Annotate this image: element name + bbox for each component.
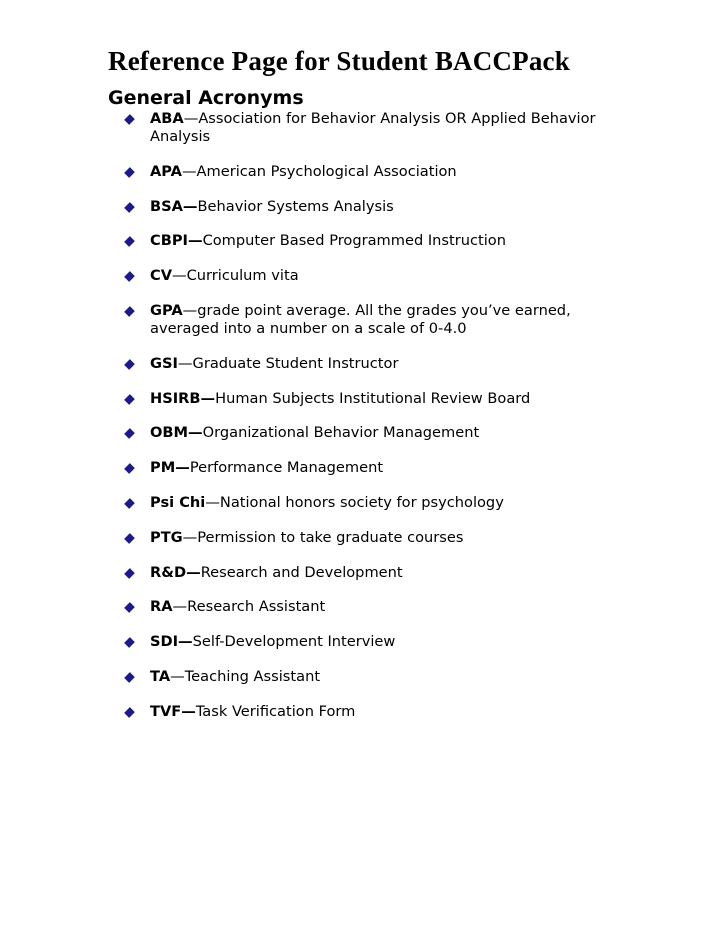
acronym-separator: — [181, 162, 197, 180]
acronym-term: R&D— [150, 563, 201, 581]
acronym-separator: — [182, 301, 198, 319]
section-heading: General Acronyms [108, 87, 304, 109]
acronym-definition: Human Subjects Institutional Review Board [215, 389, 531, 407]
diamond-bullet-icon [124, 359, 135, 370]
diamond-bullet-icon [124, 533, 135, 544]
acronym-definition: Research Assistant [187, 598, 326, 616]
acronym-term: CV [150, 267, 173, 285]
acronym-definition: Association for Behavior Analysis OR Applied Behavior Analysis [150, 110, 596, 145]
diamond-bullet-icon [124, 637, 135, 648]
acronym-item [124, 633, 604, 651]
diamond-bullet-icon [124, 498, 135, 509]
acronym-term: GSI [150, 354, 178, 372]
diamond-bullet-icon [124, 202, 135, 213]
acronym-term: OBM— [150, 424, 203, 442]
acronym-item [124, 668, 604, 686]
acronym-definition: Self-Development Interview [192, 633, 396, 651]
acronym-definition: Computer Based Programmed Instruction [202, 232, 506, 250]
acronym-item [124, 459, 604, 477]
diamond-bullet-icon [124, 429, 135, 440]
acronym-definition: Teaching Assistant [184, 667, 321, 685]
acronym-definition: Research and Development [200, 563, 403, 581]
acronym-term: PTG [150, 528, 183, 546]
diamond-bullet-icon [124, 463, 135, 474]
acronym-definition: Task Verification Form [195, 702, 356, 720]
acronym-item [124, 424, 604, 442]
acronym-item [124, 390, 604, 408]
acronym-term: Psi Chi [150, 493, 206, 511]
acronym-term: TVF— [150, 702, 196, 720]
acronym-definition: Behavior Systems Analysis [197, 197, 394, 215]
diamond-bullet-icon [124, 167, 135, 178]
acronym-definition: grade point average. All the grades you’ve earned, averaged into a number on a scale of 0-4.0 [150, 301, 571, 337]
diamond-bullet-icon [124, 568, 135, 579]
acronym-term: TA [150, 667, 171, 685]
acronym-separator: — [182, 528, 198, 546]
diamond-bullet-icon [124, 394, 135, 405]
acronym-separator: — [170, 667, 185, 685]
acronym-definition: National honors society for psychology [219, 493, 504, 511]
acronym-definition: Organizational Behavior Management [202, 424, 480, 442]
acronym-item [124, 494, 604, 512]
acronym-definition: Curriculum vita [186, 267, 299, 285]
acronym-term: CBPI— [150, 232, 203, 250]
acronym-item [124, 302, 604, 338]
acronym-item [124, 110, 604, 146]
acronym-item [124, 703, 604, 721]
diamond-bullet-icon [124, 271, 135, 282]
diamond-bullet-icon [124, 707, 135, 718]
acronym-term: GPA [150, 301, 183, 319]
acronym-term: APA [150, 162, 182, 180]
acronym-definition: American Psychological Association [196, 162, 457, 180]
acronym-item [124, 529, 604, 547]
diamond-bullet-icon [124, 114, 135, 125]
acronym-item [124, 232, 604, 250]
acronym-separator: — [205, 493, 220, 511]
acronym-term: PM— [150, 459, 190, 477]
acronym-item [124, 267, 604, 285]
acronym-term: BSA— [150, 197, 198, 215]
diamond-bullet-icon [124, 237, 135, 248]
acronym-list [124, 110, 604, 738]
acronym-item [124, 198, 604, 216]
acronym-separator: — [172, 267, 187, 285]
acronym-item [124, 564, 604, 582]
acronym-separator: — [172, 598, 188, 616]
acronym-definition: Permission to take graduate courses [197, 528, 464, 546]
acronym-term: RA [150, 598, 173, 616]
diamond-bullet-icon [124, 603, 135, 614]
diamond-bullet-icon [124, 672, 135, 683]
acronym-item [124, 163, 604, 181]
acronym-item [124, 598, 604, 616]
acronym-separator: — [183, 110, 199, 127]
acronym-definition: Performance Management [189, 459, 384, 477]
acronym-term: ABA [150, 110, 184, 127]
acronym-term: HSIRB— [150, 389, 216, 407]
acronym-separator: — [177, 354, 193, 372]
acronym-item [124, 355, 604, 373]
page-title: Reference Page for Student BACCPack [108, 46, 570, 76]
diamond-bullet-icon [124, 306, 135, 317]
acronym-term: SDI— [150, 633, 193, 651]
acronym-definition: Graduate Student Instructor [192, 354, 399, 372]
